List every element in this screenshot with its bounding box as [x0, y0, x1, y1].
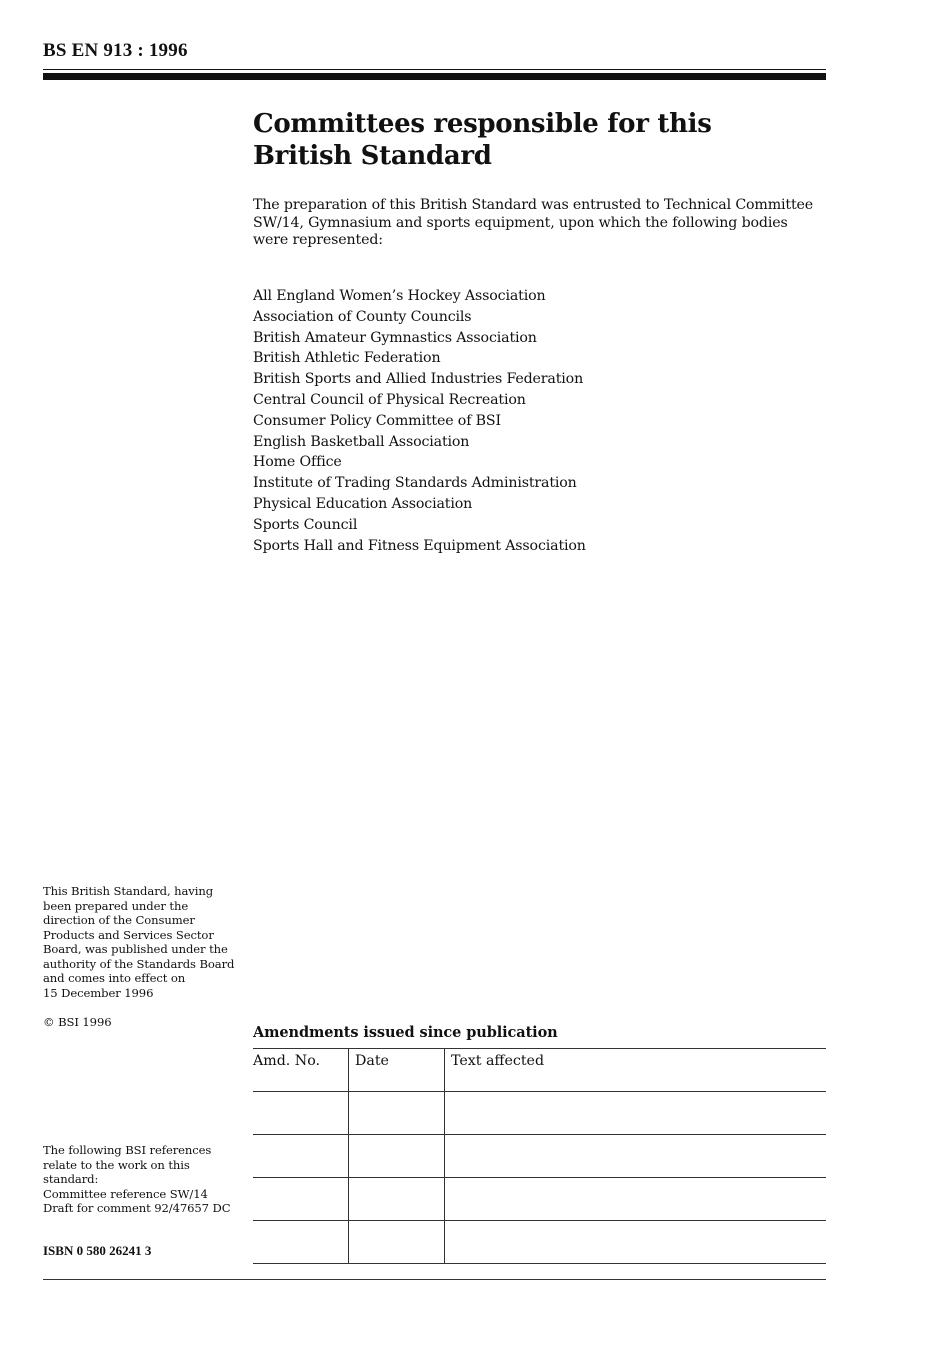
header-thick-rule	[43, 73, 826, 80]
list-item: Central Council of Physical Recreation	[253, 391, 526, 408]
references-note-line: The following BSI references	[43, 1143, 212, 1157]
page-title-line-2: British Standard	[253, 141, 492, 171]
publication-note-line: Products and Services Sector	[43, 927, 214, 942]
table-cell	[349, 1221, 445, 1264]
table-row	[253, 1092, 826, 1135]
column-header-date: Date	[349, 1049, 445, 1092]
publication-note	[43, 884, 238, 1000]
table-cell	[253, 1092, 349, 1135]
document-code: BS EN 913 : 1996	[43, 40, 188, 61]
list-item: British Amateur Gymnastics Association	[253, 329, 537, 346]
list-item: All England Women’s Hockey Association	[253, 288, 546, 304]
table-cell	[349, 1135, 445, 1178]
list-item: Association of County Councils	[253, 308, 472, 325]
table-cell	[445, 1178, 827, 1221]
publication-note-line: direction of the Consumer	[43, 913, 195, 927]
represented-bodies-list	[253, 286, 586, 556]
amendments-title: Amendments issued since publication	[253, 1024, 558, 1041]
publication-note-line: This British Standard, having	[43, 884, 214, 898]
list-item: Physical Education Association	[253, 495, 473, 512]
publication-note-line: and comes into effect on	[43, 971, 186, 985]
table-cell	[253, 1178, 349, 1221]
references-note-line: relate to the work on this	[43, 1157, 190, 1172]
list-item: British Athletic Federation	[253, 350, 441, 367]
references-note-line: Draft for comment 92/47657 DC	[43, 1201, 231, 1215]
page-title-line-1: Committees responsible for this	[253, 109, 712, 139]
table-header-row	[253, 1049, 826, 1092]
table-cell	[445, 1092, 827, 1135]
table-cell	[253, 1221, 349, 1264]
header-thin-rule	[43, 69, 826, 70]
copyright-notice: © BSI 1996	[43, 1015, 112, 1029]
list-item: Sports Hall and Fitness Equipment Association	[253, 537, 586, 554]
table-cell	[349, 1178, 445, 1221]
page-title	[253, 108, 712, 172]
publication-note-line: 15 December 1996	[43, 985, 154, 1000]
isbn: ISBN 0 580 26241 3	[43, 1243, 152, 1258]
table-cell	[253, 1135, 349, 1178]
intro-paragraph: The preparation of this British Standard was entrusted to Technical Committee SW/14, Gymnasium and sports equipment, upon which the following bodies were represented:	[253, 197, 814, 248]
publication-note-line: Board, was published under the	[43, 942, 228, 956]
table-row	[253, 1135, 826, 1178]
list-item: British Sports and Allied Industries Federation	[253, 371, 584, 388]
list-item: English Basketball Association	[253, 433, 470, 450]
list-item: Home Office	[253, 454, 342, 471]
publication-note-line: been prepared under the	[43, 898, 189, 913]
publication-note-line: authority of the Standards Board	[43, 956, 235, 971]
references-note-line: Committee reference SW/14	[43, 1186, 208, 1201]
amendments-table	[253, 1048, 826, 1264]
footer-rule	[43, 1279, 826, 1280]
list-item: Institute of Trading Standards Administration	[253, 475, 577, 492]
table-row	[253, 1178, 826, 1221]
references-note-line: standard:	[43, 1172, 99, 1186]
bsi-references-note	[43, 1143, 238, 1216]
table-cell	[349, 1092, 445, 1135]
list-item: Sports Council	[253, 516, 358, 533]
table-cell	[445, 1221, 827, 1264]
column-header-text-affected: Text affected	[445, 1049, 827, 1092]
table-cell	[445, 1135, 827, 1178]
list-item: Consumer Policy Committee of BSI	[253, 412, 501, 429]
column-header-amd-no: Amd. No.	[253, 1049, 349, 1092]
table-row	[253, 1221, 826, 1264]
